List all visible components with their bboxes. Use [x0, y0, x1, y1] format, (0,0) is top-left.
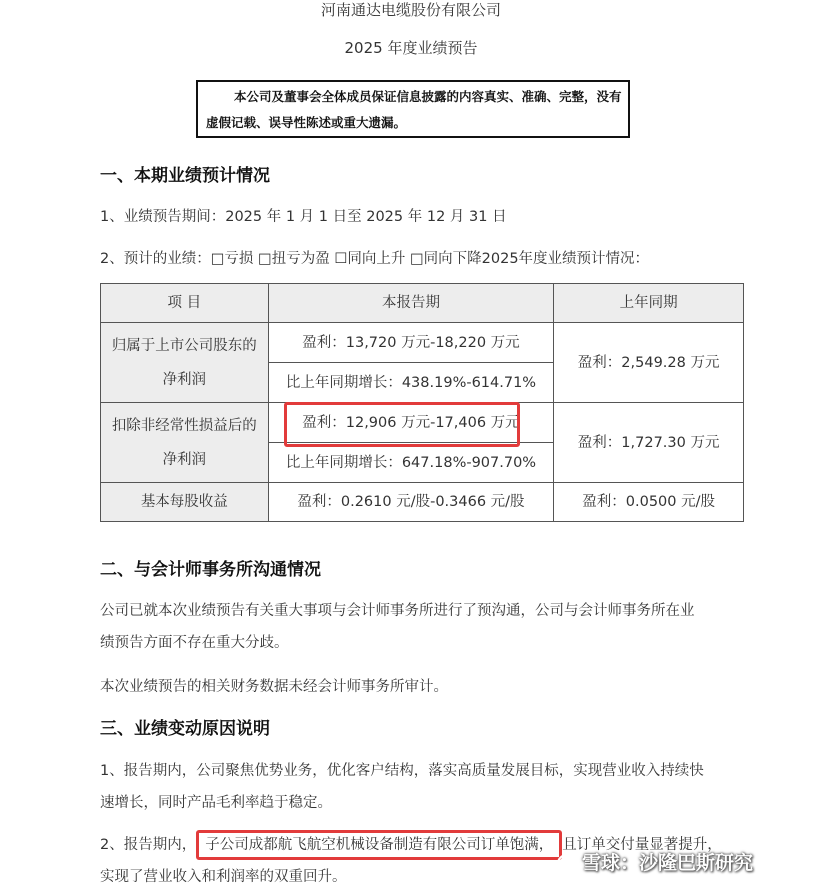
highlight-box-subsidiary [196, 830, 562, 860]
report-title: 2025 年度业绩预告 [344, 39, 478, 57]
item-2-highlight: 子公司成都航飞航空机械设备制造有限公司订单饱满， [205, 837, 554, 853]
table-header-row [101, 284, 744, 323]
section-1-heading: 一、本期业绩预计情况 [100, 166, 270, 186]
disclaimer-line-2: 虚假记载、误导性陈述或重大遗漏。 [206, 115, 407, 130]
adjusted-profit-range: 盈利：12,906 万元-17,406 万元 [268, 403, 554, 443]
section-2-para-2: 本次业绩预告的相关财务数据未经会计师事务所审计。 [100, 679, 448, 695]
section-3-heading: 三、业绩变动原因说明 [100, 719, 270, 739]
item-label-line-2: 净利润 [162, 371, 207, 388]
section-3-item-1-line-2: 速增长，同时产品毛利率趋于稳定。 [100, 795, 332, 811]
disclaimer-line-1: 本公司及董事会全体成员保证信息披露的内容真实、准确、完整，没有 [234, 89, 622, 104]
row-item-eps: 基本每股收益 [101, 483, 269, 522]
header-current-period: 本报告期 [268, 284, 554, 323]
snowball-logo-icon [556, 853, 578, 875]
table-row [101, 323, 744, 363]
company-name: 河南通达电缆股份有限公司 [320, 1, 501, 19]
section-2-heading: 二、与会计师事务所沟通情况 [100, 560, 321, 580]
prior-adjusted-profit: 盈利：1,727.30 万元 [554, 403, 744, 483]
section-3-item-1-line-1: 1、报告期内，公司聚焦优势业务，优化客户结构，落实高质量发展目标，实现营业收入持续快 [100, 763, 704, 779]
current-eps: 盈利：0.2610 元/股-0.3466 元/股 [268, 483, 554, 522]
header-prior-period: 上年同期 [554, 284, 744, 323]
section-3-item-2-line-2: 实现了营业收入和利润率的双重回升。 [100, 869, 347, 885]
prior-profit: 盈利：2,549.28 万元 [554, 323, 744, 403]
highlight-box-adjusted-profit [284, 402, 520, 447]
section-2-para-1-line-1: 公司已就本次业绩预告有关重大事项与会计师事务所进行了预沟通，公司与会计师事务所在业 [100, 603, 695, 619]
forecast-type: 2、预计的业绩：□亏损 □扭亏为盈 ☐同向上升 □同向下降2025年度业绩预计情况： [100, 251, 650, 267]
watermark-text: 雪球：沙隆巴斯研究 [582, 852, 754, 874]
item-label-line-2: 净利润 [162, 451, 207, 468]
adjusted-growth-range: 比上年同期增长：647.18%-907.70% [268, 443, 554, 483]
item-2-suffix: 且订单交付量显著提升， [562, 837, 722, 853]
item-2-prefix: 2、报告期内， [100, 837, 197, 853]
row-item-adjusted-net-profit [101, 403, 269, 483]
current-profit-range: 盈利：13,720 万元-18,220 万元 [268, 323, 554, 363]
forecast-period: 1、业绩预告期间：2025 年 1 月 1 日至 2025 年 12 月 31 日 [100, 209, 507, 225]
row-item-net-profit [101, 323, 269, 403]
item-label-line-1: 归属于上市公司股东的 [111, 337, 257, 354]
header-item: 项 目 [101, 284, 269, 323]
prior-eps: 盈利：0.0500 元/股 [554, 483, 744, 522]
section-2-para-1-line-2: 绩预告方面不存在重大分歧。 [100, 635, 289, 651]
current-growth-range: 比上年同期增长：438.19%-614.71% [268, 363, 554, 403]
item-label-line-1: 扣除非经常性损益后的 [111, 417, 257, 434]
disclaimer-box [196, 80, 630, 138]
table-row [101, 483, 744, 522]
watermark [556, 848, 753, 875]
